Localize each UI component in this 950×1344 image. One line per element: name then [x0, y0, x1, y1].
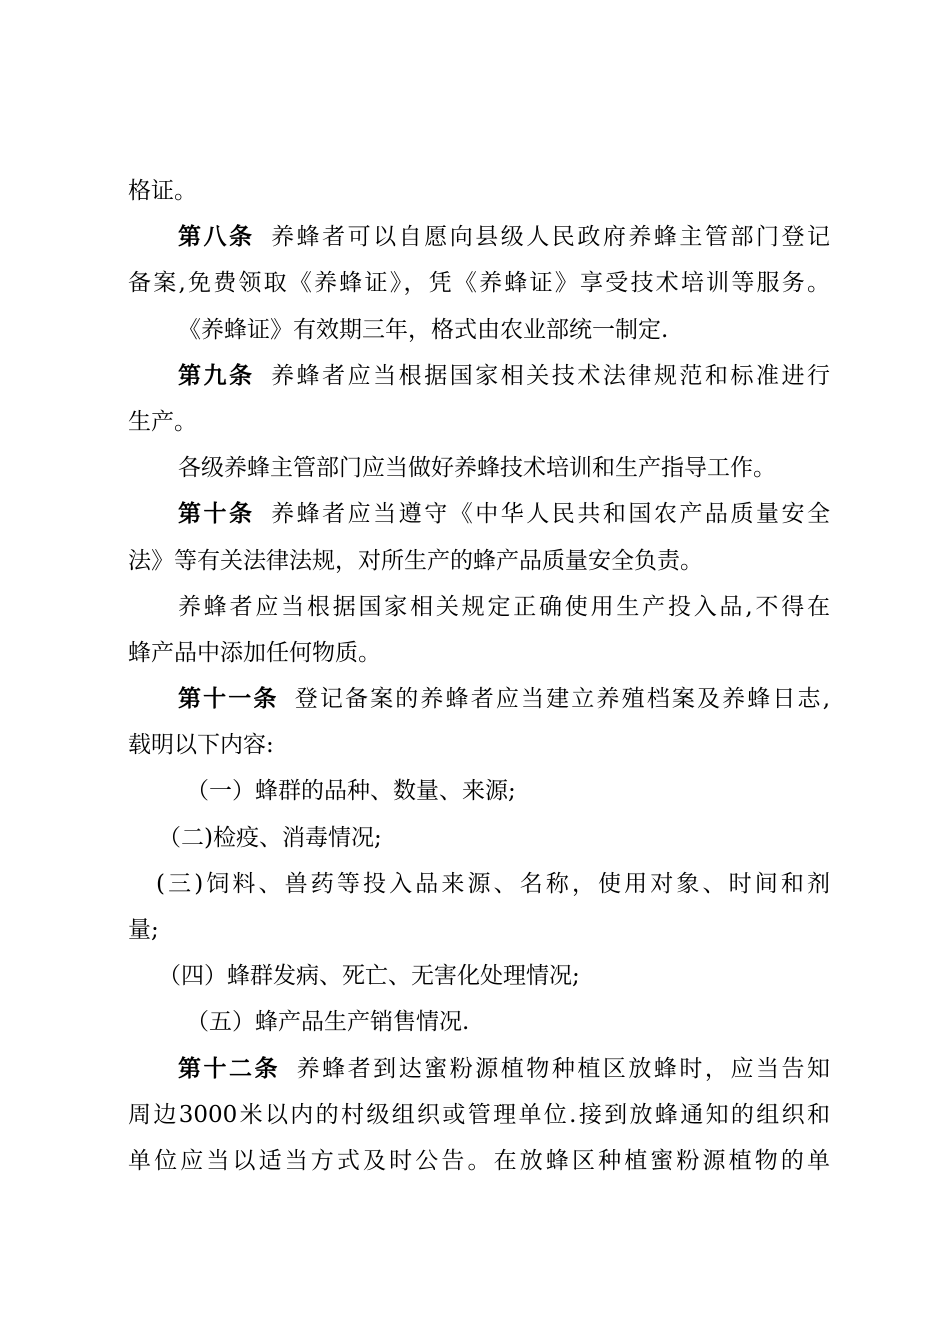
article-8-title: 第八条: [178, 223, 255, 251]
line-6: 生产。: [128, 408, 197, 435]
article-10-heading-line: 第十条 养蜂者应当遵守《中华人民共和国农产品质量安全: [178, 500, 830, 528]
line-3: 备案,免费领取《养蜂证》，凭《养蜂证》享受技术培训等服务。: [128, 270, 830, 297]
article-9-title: 第九条: [178, 361, 255, 389]
line-22: 单位应当以适当方式及时公告。在放蜂区种植蜜粉源植物的单: [128, 1147, 830, 1174]
line-13: 载明以下内容:: [128, 732, 274, 759]
line-9: 法》等有关法律法规，对所生产的蜂产品质量安全负责。: [128, 547, 703, 574]
list-item-3-cont: 量;: [128, 917, 159, 943]
list-item-4: （四）蜂群发病、死亡、无害化处理情况;: [158, 963, 580, 990]
line-4: 《养蜂证》有效期三年，格式由农业部统一制定.: [178, 316, 669, 343]
article-12-title: 第十二条: [178, 1054, 281, 1082]
article-10-title: 第十条: [178, 500, 255, 528]
list-item-1: （一）蜂群的品种、数量、来源;: [186, 778, 516, 805]
line-7: 各级养蜂主管部门应当做好养蜂技术培训和生产指导工作。: [178, 455, 776, 482]
document-page: [128, 168, 830, 1184]
article-9-heading-line: 第九条 养蜂者应当根据国家相关技术法律规范和标准进行: [178, 361, 830, 389]
line-11: 蜂产品中添加任何物质。: [128, 639, 381, 666]
article-11-title: 第十一条: [178, 685, 279, 713]
line-10: 养蜂者应当根据国家相关规定正确使用生产投入品,不得在: [178, 593, 830, 620]
article-12-heading-line: 第十二条 养蜂者到达蜜粉源植物种植区放蜂时，应当告知: [178, 1054, 830, 1082]
list-item-2: （二)检疫、消毒情况;: [158, 824, 382, 851]
line-1: 格证。: [128, 178, 197, 204]
article-11-heading-line: 第十一条 登记备案的养蜂者应当建立养殖档案及养蜂日志,: [178, 685, 830, 713]
list-item-5: （五）蜂产品生产销售情况.: [186, 1009, 470, 1036]
list-item-3: (三)饲料、兽药等投入品来源、名称，使用对象、时间和剂: [156, 870, 830, 897]
line-21: 周边3000米以内的村级组织或管理单位.接到放蜂通知的组织和: [128, 1101, 830, 1128]
article-8-heading-line: 第八条 养蜂者可以自愿向县级人民政府养蜂主管部门登记: [178, 223, 830, 251]
